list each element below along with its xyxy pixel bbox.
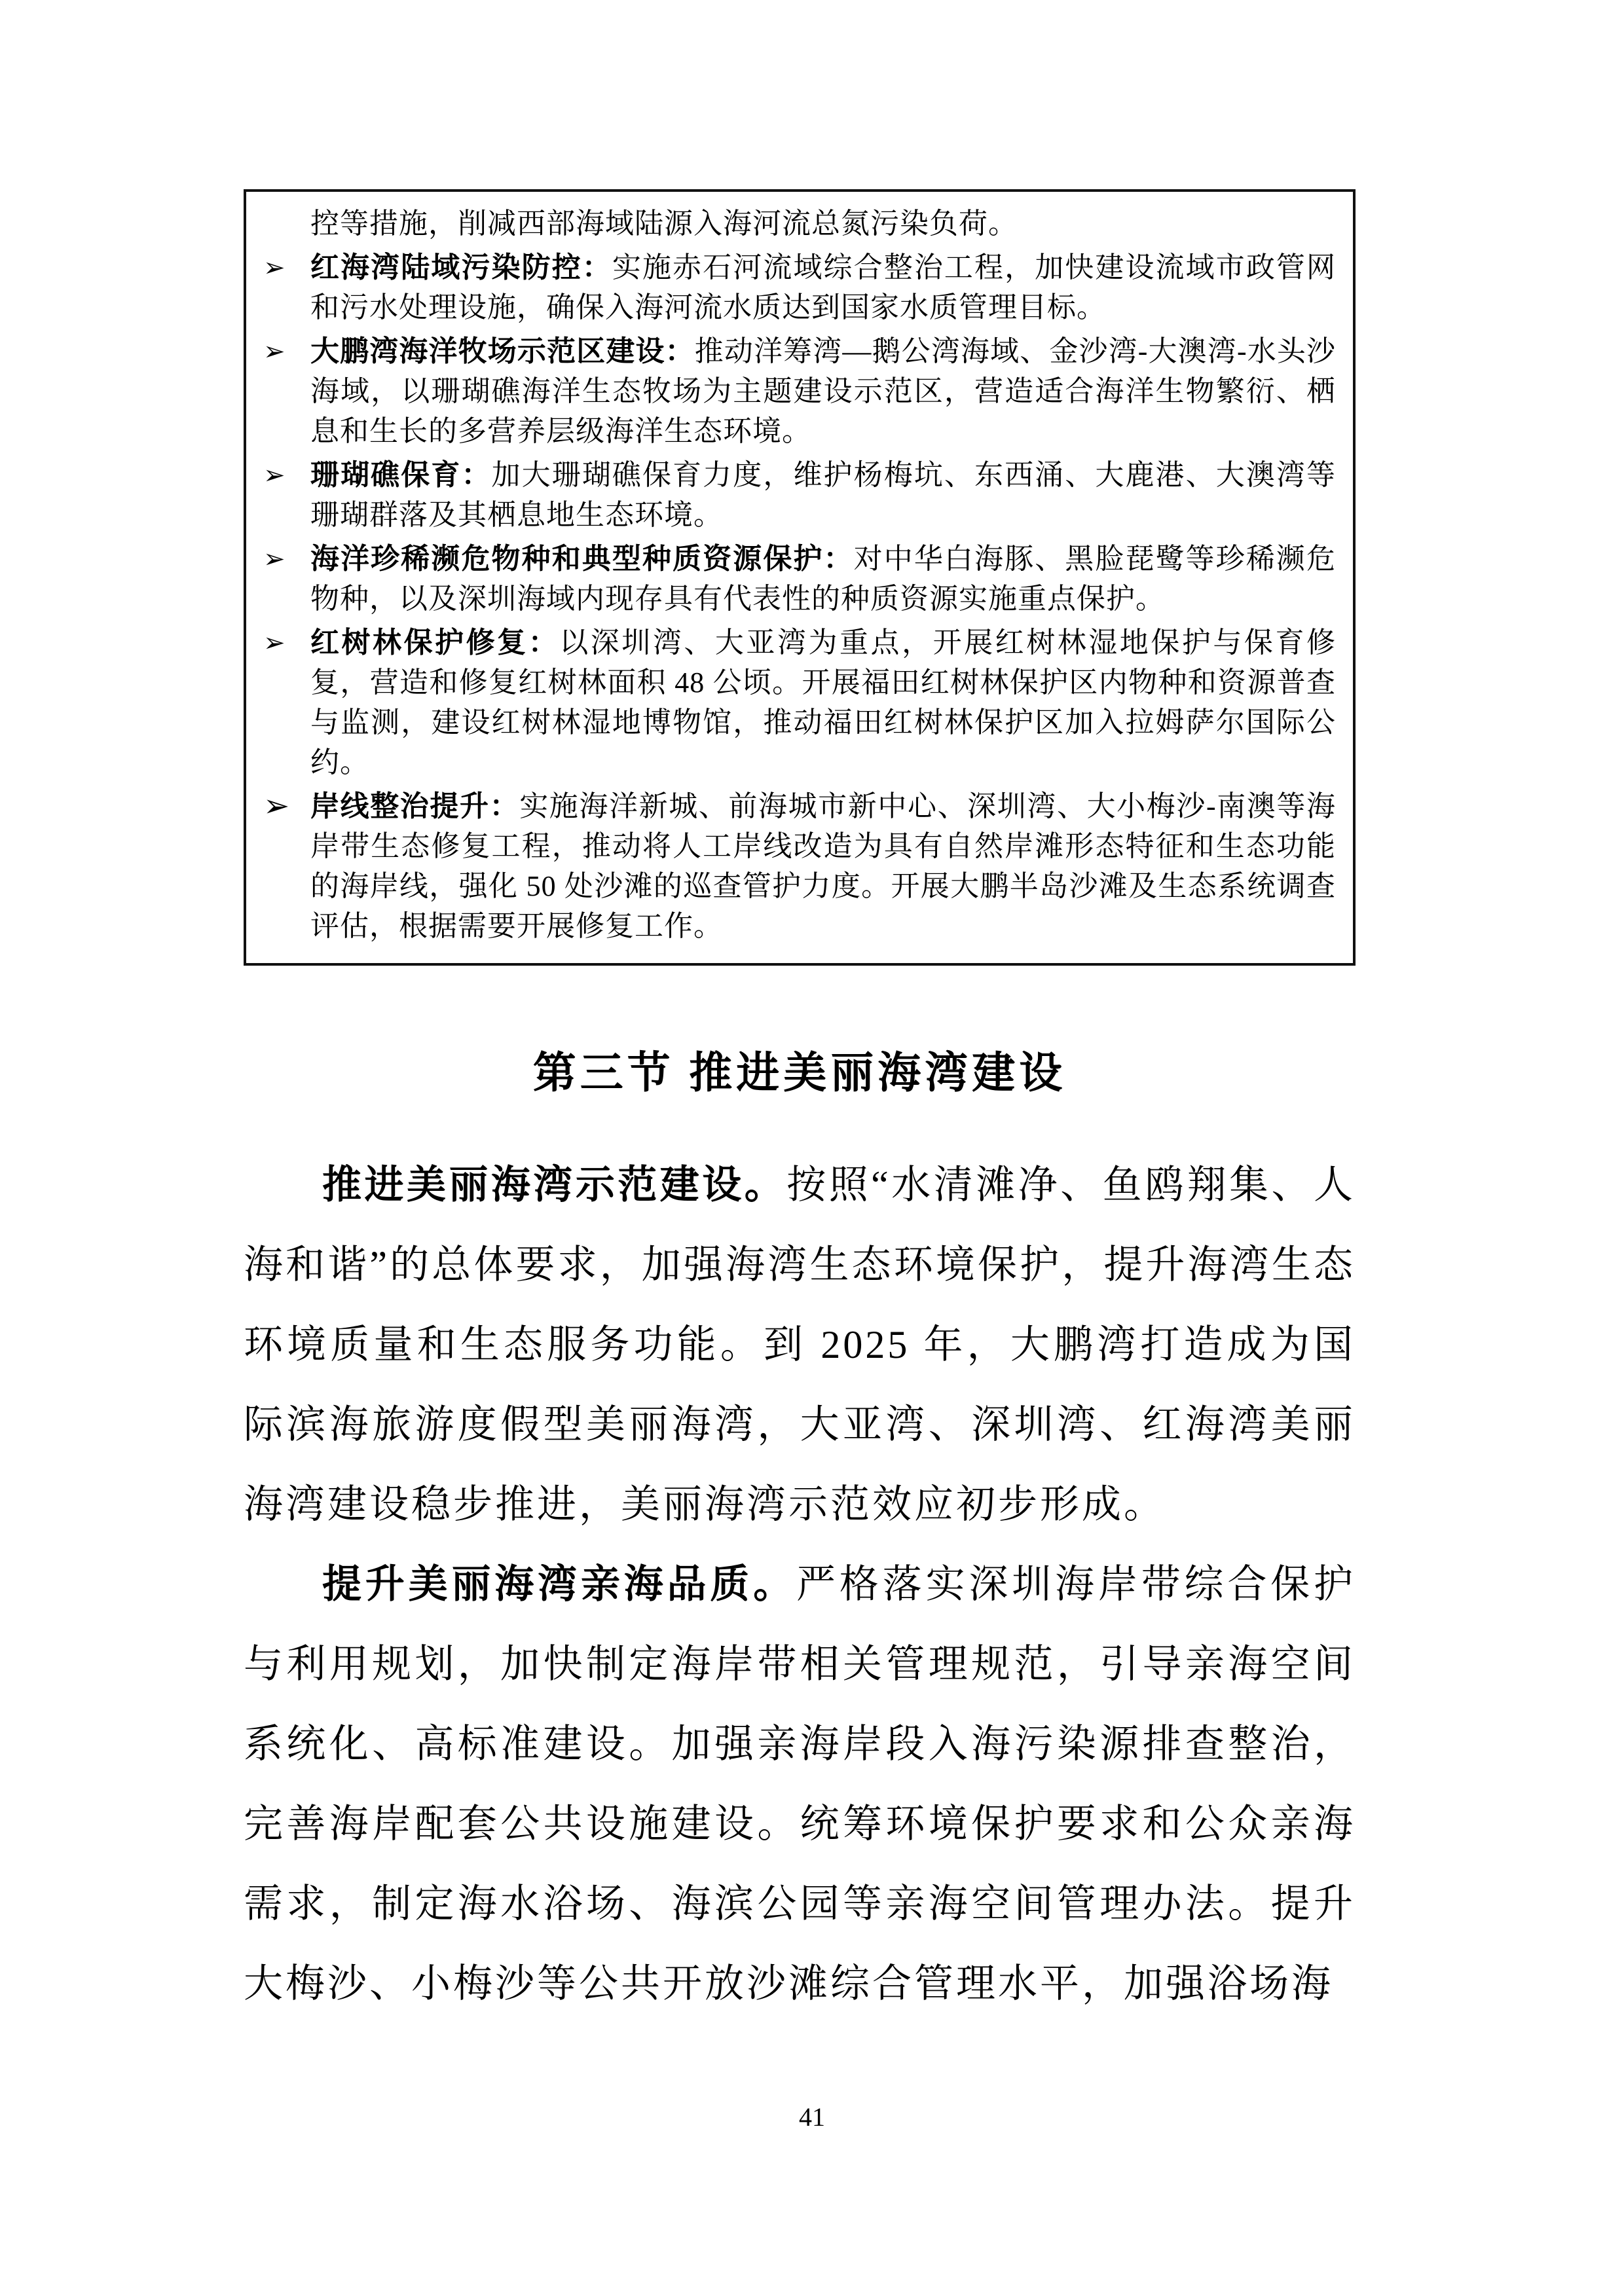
item-text: 推动洋筹湾—鹅公湾海域、金沙湾-大澳湾-水头沙海域，以珊瑚礁海洋生态牧场为主题建设示范区，营造适合海洋生物繁衍、栖息和生长的多营养层级海洋生态环境。 <box>310 335 1336 447</box>
section-heading: 第三节 推进美丽海湾建设 <box>532 1049 1067 1097</box>
list-item-body <box>310 539 1336 619</box>
item-text: 实施海洋新城、前海城市新中心、深圳湾、大小梅沙-南澳等海岸带生态修复工程，推动将人工岸线改造为具有自然岸滩形态特征和生态功能的海岸线，强化 50 处沙滩的巡查管护力度。开展大鹏半岛沙滩及生态系统调查评估，根据需要开展修复工作。 <box>310 790 1337 942</box>
arrow-bullet-icon: ➢ <box>263 253 286 282</box>
item-label: 红树林保护修复： <box>310 627 560 659</box>
list-item-body <box>310 247 1336 327</box>
list-item-body <box>310 623 1336 782</box>
item-label: 岸线整治提升： <box>310 790 520 822</box>
list-item <box>263 786 1336 946</box>
item-text: 实施赤石河流域综合整治工程，加快建设流域市政管网和污水处理设施，确保入海河流水质达到国家水质管理目标。 <box>310 251 1337 323</box>
arrow-bullet-icon: ➢ <box>263 337 286 366</box>
item-text: 以深圳湾、大亚湾为重点，开展红树林湿地保护与保育修复，营造和修复红树林面积 48 公顷。开展福田红树林保护区内物种和资源普查与监测，建设红树林湿地博物馆，推动福田红树林保护区加入拉姆萨尔国际公约。 <box>310 627 1336 778</box>
paragraph-lead: 推进美丽海湾示范建设。 <box>322 1163 787 1207</box>
paragraph-lead: 提升美丽海湾亲海品质。 <box>322 1563 797 1606</box>
page-content <box>244 189 1356 2024</box>
list-item <box>263 247 1336 327</box>
item-text: 加大珊瑚礁保育力度，维护杨梅坑、东西涌、大鹿港、大澳湾等珊瑚群落及其栖息地生态环境。 <box>310 459 1336 531</box>
paragraph <box>244 1145 1356 1544</box>
list-item-body <box>310 786 1336 946</box>
item-label: 珊瑚礁保育： <box>310 459 492 491</box>
paragraph <box>244 1544 1356 2024</box>
list-intro-text: 控等措施，削减西部海域陆源入海河流总氮污染负荷。 <box>310 208 1018 240</box>
list-item <box>263 455 1336 535</box>
item-label: 大鹏湾海洋牧场示范区建设： <box>310 335 695 367</box>
paragraph-text: 按照“水清滩净、鱼鸥翔集、人海和谐”的总体要求，加强海湾生态环境保护，提升海湾生态环境质量和生态服务功能。到 2025 年，大鹏湾打造成为国际滨海旅游度假型美丽海湾，大亚湾、深圳湾、红海湾美丽海湾建设稳步推进，美丽海湾示范效应初步形成。 <box>244 1163 1356 1526</box>
list-item-body <box>310 331 1336 451</box>
page-number: 41 <box>799 2102 825 2132</box>
arrow-bullet-icon: ➢ <box>263 628 286 657</box>
arrow-bullet-icon: ➢ <box>263 789 291 824</box>
bullet-list-box <box>244 189 1356 966</box>
arrow-bullet-icon: ➢ <box>263 460 286 490</box>
item-label: 红海湾陆域污染防控： <box>310 251 612 283</box>
paragraph-text: 严格落实深圳海岸带综合保护与利用规划，加快制定海岸带相关管理规范，引导亲海空间系统化、高标准建设。加强亲海岸段入海污染源排查整治，完善海岸配套公共设施建设。统筹环境保护要求和公众亲海需求，制定海水浴场、海滨公园等亲海空间管理办法。提升大梅沙、小梅沙等公共开放沙滩综合管理水平，加强浴场海 <box>244 1563 1356 2005</box>
item-text: 对中华白海豚、黑脸琵鹭等珍稀濒危物种，以及深圳海域内现存具有代表性的种质资源实施重点保护。 <box>310 543 1337 615</box>
list-item-body <box>310 455 1336 535</box>
list-item <box>263 331 1336 451</box>
arrow-bullet-icon: ➢ <box>263 544 286 574</box>
list-item <box>263 623 1336 782</box>
list-item <box>263 539 1336 619</box>
item-label: 海洋珍稀濒危物种和典型种质资源保护： <box>310 543 854 575</box>
